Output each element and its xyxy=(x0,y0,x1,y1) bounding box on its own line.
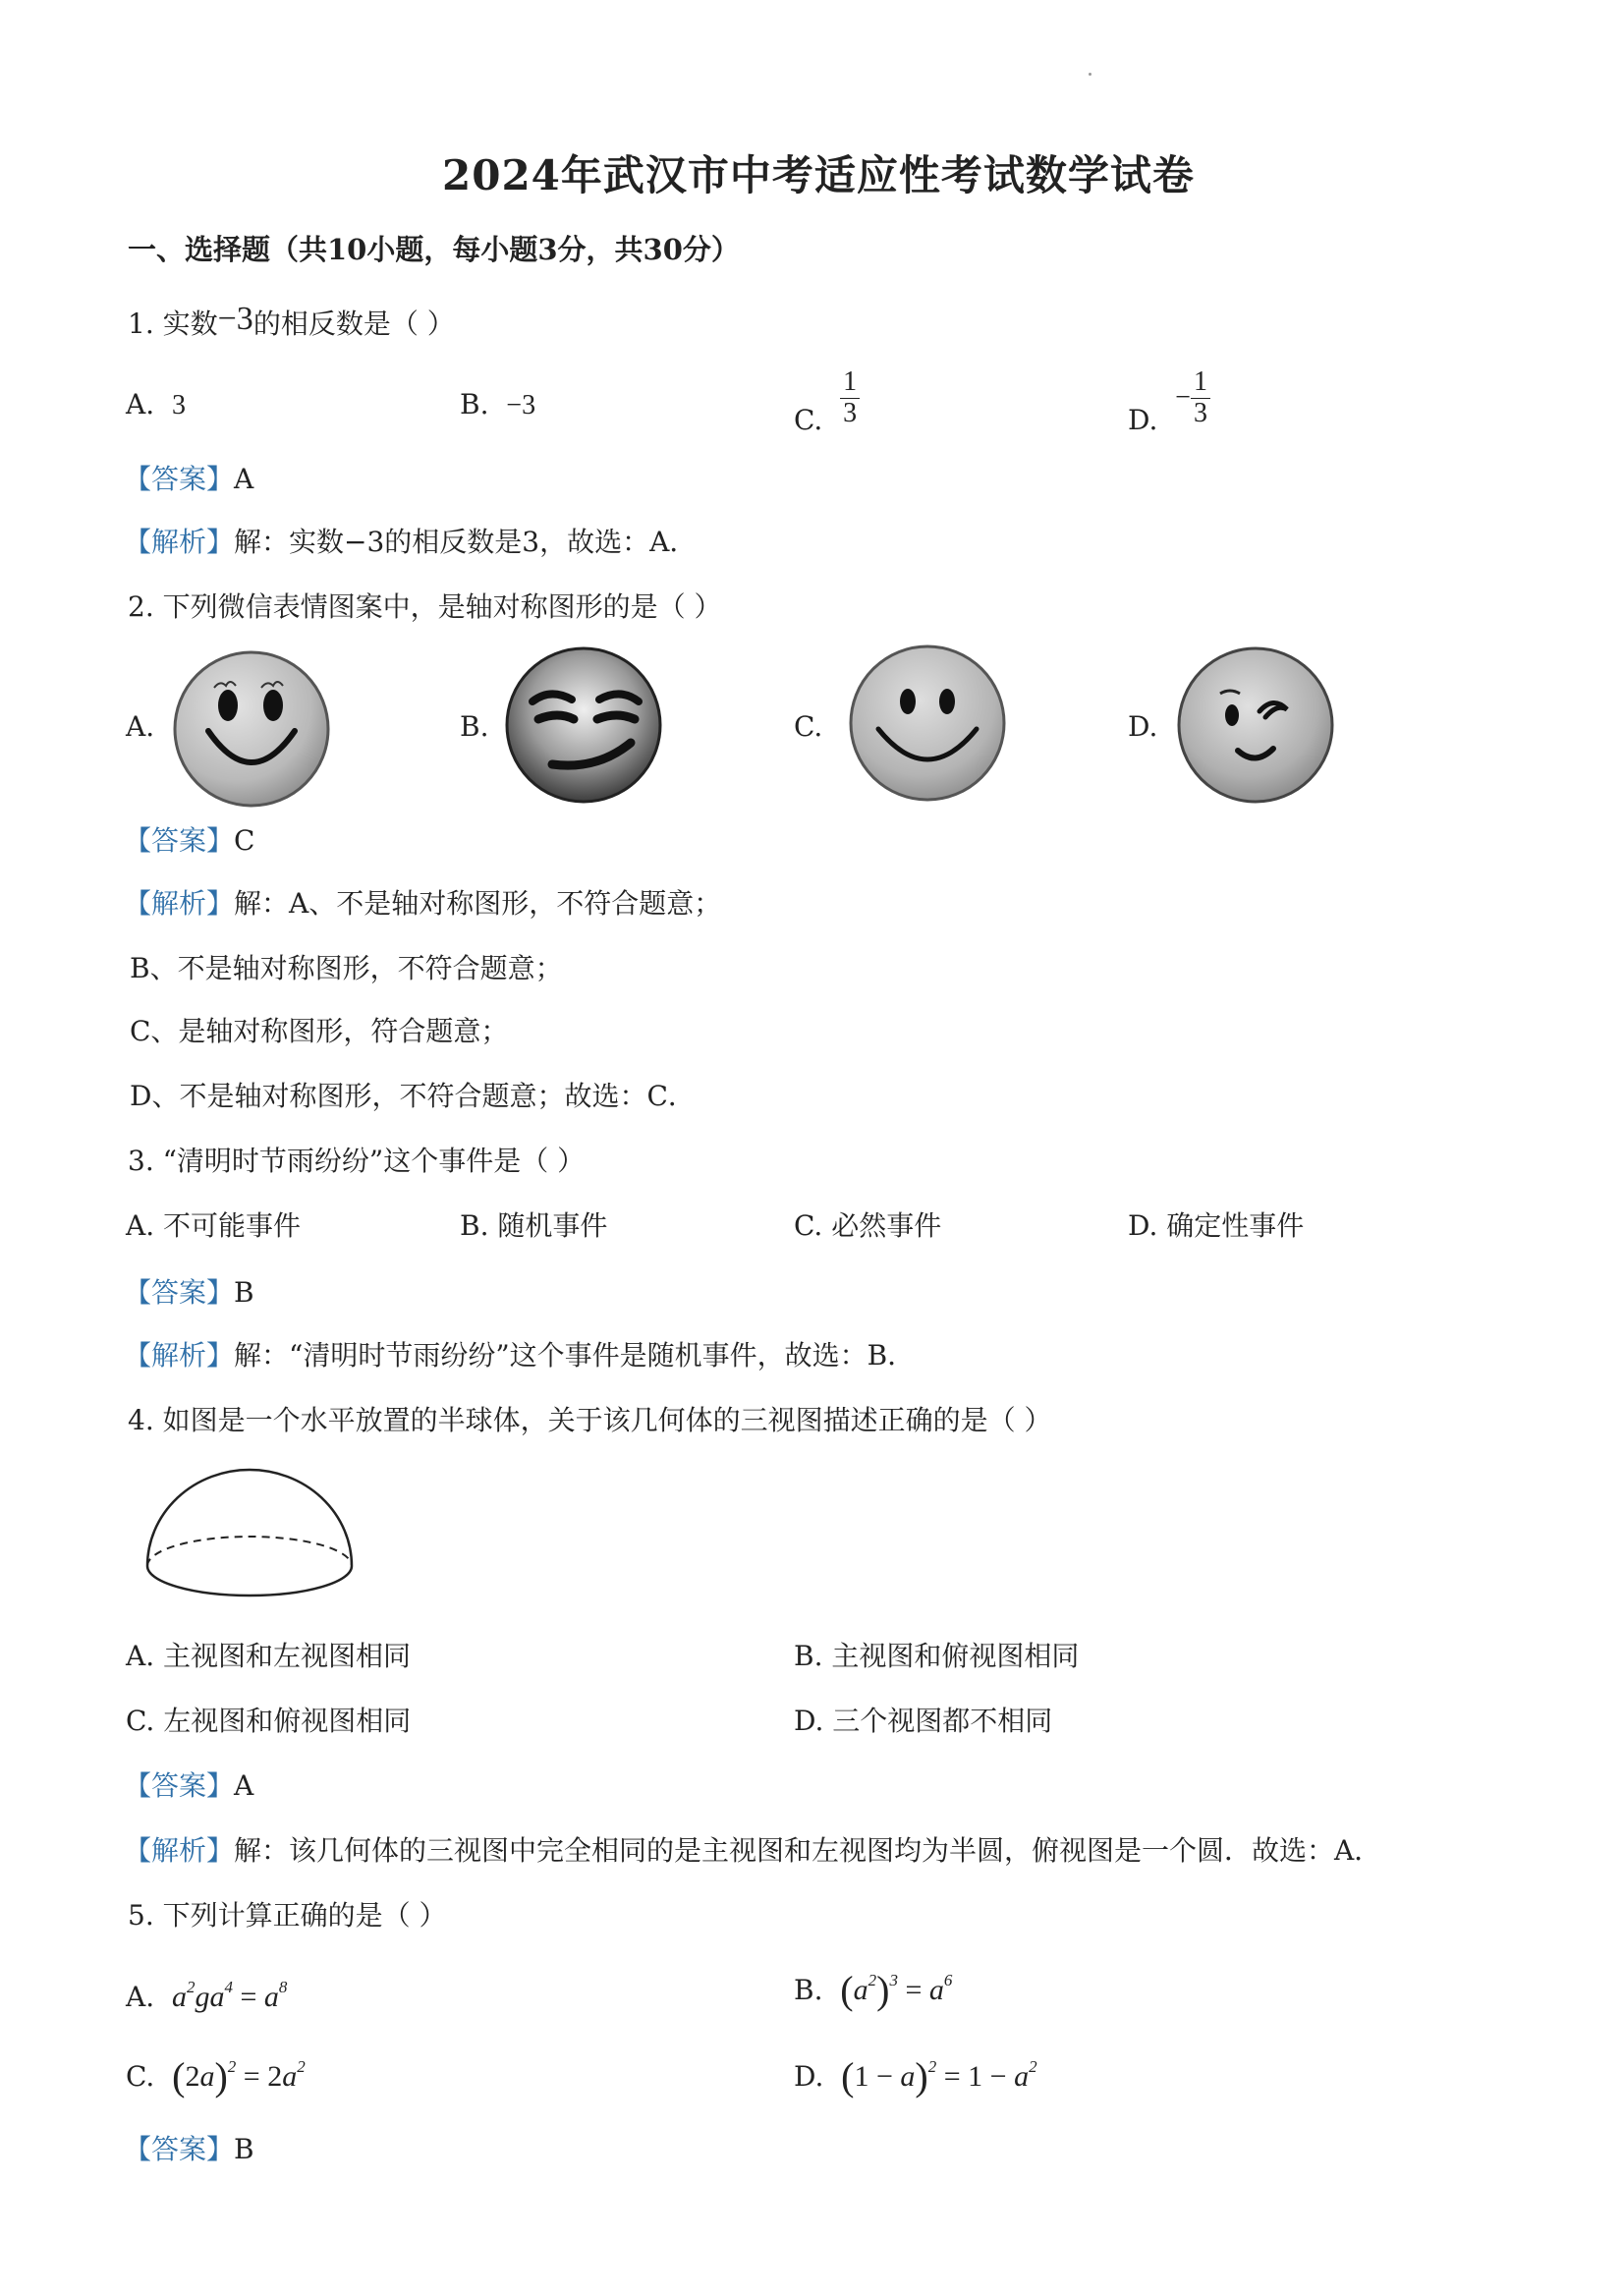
q4-option-d: D. 三个视图都不相同 xyxy=(794,1705,1053,1737)
q1-stem-a: 1. 实数 xyxy=(128,308,218,340)
q1-option-a xyxy=(126,388,186,420)
answer-tag: 【答案】 xyxy=(124,1276,235,1309)
q1-opt-b-value: −3 xyxy=(506,390,536,420)
q3-answer xyxy=(124,1276,254,1309)
q2-answer-value: C xyxy=(234,824,255,857)
q3-analysis xyxy=(124,1339,916,1372)
smiley-a-icon xyxy=(171,648,332,810)
smiley-d-icon xyxy=(1175,644,1336,806)
smiley-b-icon xyxy=(503,644,664,806)
q4-analysis xyxy=(124,1834,1382,1867)
q1-analysis-text: 解：实数−3的相反数是3，故选：A． xyxy=(234,526,698,558)
q3-option-d: D. 确定性事件 xyxy=(1128,1209,1305,1242)
q3-option-c: C. 必然事件 xyxy=(794,1209,942,1242)
q1-stem-num: −3 xyxy=(217,301,253,337)
q3-option-b: B. 随机事件 xyxy=(460,1209,608,1242)
q1-opt-d-fraction xyxy=(1191,367,1210,429)
section-heading: 一、选择题（共10小题，每小题3分，共30分） xyxy=(128,233,740,266)
answer-tag: 【答案】 xyxy=(124,1769,235,1802)
q5-opt-b-label: B. xyxy=(794,1974,823,2006)
q5-opt-d-label: D. xyxy=(794,2060,824,2093)
q5-option-b xyxy=(794,1968,953,2012)
q2-opt-b-label: B. xyxy=(460,710,489,743)
question-4-stem: 4. 如图是一个水平放置的半球体，关于该几何体的三视图描述正确的是（ ） xyxy=(128,1404,1052,1436)
q5-answer xyxy=(124,2133,254,2165)
q5-opt-c-formula: $(2a)^2 = 2a^2$ xyxy=(172,2054,306,2099)
q4-answer-value: A xyxy=(234,1769,254,1802)
q5-option-c xyxy=(126,2054,306,2099)
q1-answer xyxy=(124,463,254,495)
q1-answer-value: A xyxy=(234,463,254,495)
analysis-tag: 【解析】 xyxy=(124,1834,235,1867)
answer-tag: 【答案】 xyxy=(124,463,235,495)
q2-opt-a-label: A. xyxy=(126,710,155,743)
q5-opt-a-formula: $a^2ga^4 = a^8$ xyxy=(171,1978,288,2013)
q5-answer-value: B xyxy=(234,2133,254,2165)
q4-answer xyxy=(124,1769,254,1802)
q1-opt-d-sign: − xyxy=(1175,381,1191,413)
question-2-stem: 2. 下列微信表情图案中，是轴对称图形的是（ ） xyxy=(128,590,722,623)
q1-analysis xyxy=(124,526,698,558)
q2-analysis-line-2: B、不是轴对称图形，不符合题意； xyxy=(130,952,563,984)
hemisphere-figure xyxy=(141,1468,358,1615)
question-1-stem xyxy=(128,301,455,340)
q4-analysis-text: 解：该几何体的三视图中完全相同的是主视图和左视图均为半圆，俯视图是一个圆．故选：A． xyxy=(234,1834,1382,1867)
q2-analysis xyxy=(124,887,722,920)
q5-opt-b-formula: $(a^2)^3 = a^6$ xyxy=(840,1968,953,2012)
q3-option-a: A. 不可能事件 xyxy=(126,1209,302,1242)
q2-analysis-line-4: D、不是轴对称图形，不符合题意；故选：C． xyxy=(130,1080,696,1112)
answer-tag: 【答案】 xyxy=(124,2133,235,2165)
analysis-tag: 【解析】 xyxy=(124,887,235,920)
q5-opt-d-formula: $(1 - a)^2 = 1 - a^2$ xyxy=(841,2054,1037,2099)
answer-tag: 【答案】 xyxy=(124,824,235,857)
q2-analysis-line-1: 解：A、不是轴对称图形，不符合题意； xyxy=(234,887,722,920)
page-title: 2024年武汉市中考适应性考试数学试卷 xyxy=(442,151,1195,199)
analysis-tag: 【解析】 xyxy=(124,526,235,558)
q4-option-a: A. 主视图和左视图相同 xyxy=(126,1640,412,1672)
q1-stem-b: 的相反数是（ ） xyxy=(252,308,455,340)
q3-answer-value: B xyxy=(234,1276,254,1309)
scan-dot xyxy=(1089,73,1091,76)
q4-option-b: B. 主视图和俯视图相同 xyxy=(794,1640,1080,1672)
q1-opt-c-fraction xyxy=(840,367,860,429)
question-3-stem: 3. “清明时节雨纷纷”这个事件是（ ） xyxy=(128,1145,586,1177)
q2-opt-c-label: C. xyxy=(794,710,823,743)
q4-option-c: C. 左视图和俯视图相同 xyxy=(126,1705,412,1737)
q2-answer xyxy=(124,824,255,857)
q1-opt-c-numerator: 1 xyxy=(840,367,860,399)
q1-opt-d-numerator: 1 xyxy=(1191,367,1210,399)
q2-analysis-line-3: C、是轴对称图形，符合题意； xyxy=(130,1015,509,1047)
q5-option-d xyxy=(794,2054,1037,2099)
q1-opt-c-denominator: 3 xyxy=(843,397,858,428)
question-5-stem: 5. 下列计算正确的是（ ） xyxy=(128,1899,447,1932)
q1-opt-d-denominator: 3 xyxy=(1193,397,1207,428)
q1-opt-b-label: B. xyxy=(460,388,489,420)
q1-opt-c-label: C. xyxy=(794,403,823,436)
smiley-c-icon xyxy=(847,643,1008,804)
q1-option-b xyxy=(460,388,536,420)
q1-opt-a-value: 3 xyxy=(171,390,186,420)
q1-option-d xyxy=(1128,366,1210,436)
q1-opt-a-label: A. xyxy=(126,388,155,420)
q3-analysis-text: 解：“清明时节雨纷纷”这个事件是随机事件，故选：B． xyxy=(234,1339,916,1372)
analysis-tag: 【解析】 xyxy=(124,1339,235,1372)
q1-opt-d-label: D. xyxy=(1128,403,1158,436)
q5-opt-c-label: C. xyxy=(126,2060,155,2093)
q5-option-a xyxy=(126,1979,287,2012)
q5-opt-a-label: A. xyxy=(126,1981,155,2013)
q1-option-c xyxy=(794,366,860,436)
q2-opt-d-label: D. xyxy=(1128,710,1158,743)
